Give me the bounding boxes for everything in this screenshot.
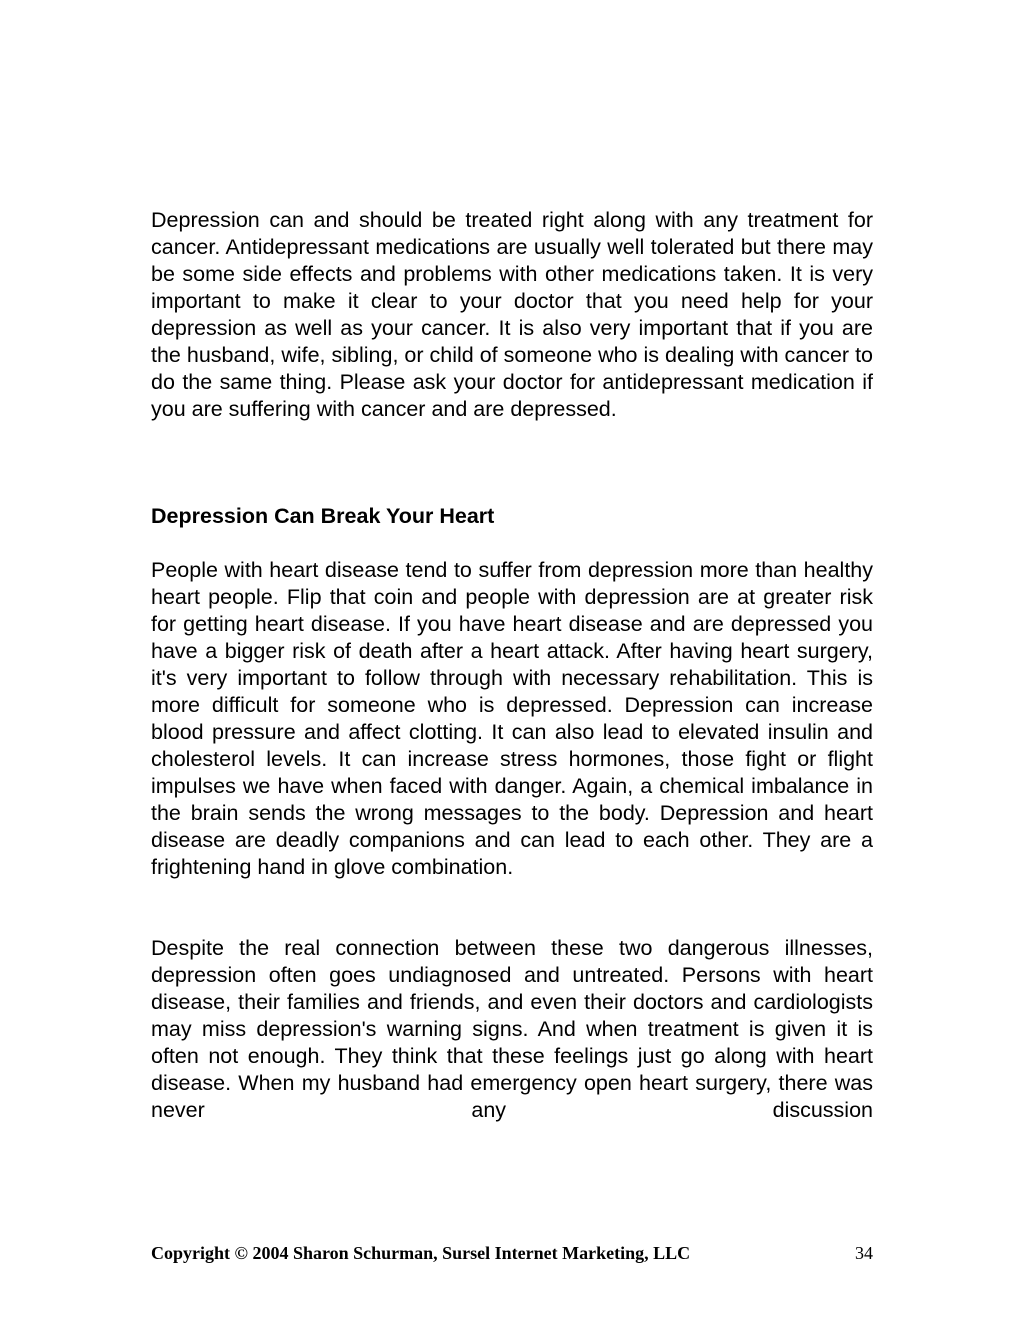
page-footer [151, 1241, 873, 1265]
paragraph-heart-disease: People with heart disease tend to suffer from depression more than healthy heart people. Flip that coin and people with depression are at greater risk for getting heart disease. If you have heart disease and are depressed you have a bigger risk of death after a heart attack. After having heart surgery, it's very important to follow through with necessary rehabilitation. This is more difficult for someone who is depressed. Depression can increase blood pressure and affect clotting. It can also lead to elevated insulin and cholesterol levels. It can increase stress hormones, those fight or flight impulses we have when faced with danger. Again, a chemical imbalance in the brain sends the wrong messages to the body. Depression and heart disease are deadly companions and can lead to each other. They are a frightening hand in glove combination. [151, 558, 873, 879]
paragraph-undiagnosed: Despite the real connection between these two dangerous illnesses, depression often goes undiagnosed and untreated. Persons with heart disease, their families and friends, and even their doctors and cardiologists may miss depression's warning signs. And when treatment is given it is often not enough. They think that these feelings just go along with heart disease. When my husband had emergency open heart surgery, there was never any discussion [151, 936, 873, 1122]
document-body [151, 207, 873, 1124]
page-number: 34 [855, 1243, 873, 1263]
section-heading: Depression Can Break Your Heart [151, 504, 495, 528]
paragraph-cancer-depression: Depression can and should be treated right along with any treatment for cancer. Antidepressant medications are usually well tolerated but there may be some side effects and problems with other medications taken. It is very important to make it clear to your doctor that you need help for your depression as well as your cancer. It is also very important that if you are the husband, wife, sibling, or child of someone who is dealing with cancer to do the same thing. Please ask your doctor for antidepressant medication if you are suffering with cancer and are depressed. [151, 208, 873, 421]
copyright-notice: Copyright © 2004 Sharon Schurman, Sursel Internet Marketing, LLC [151, 1243, 691, 1263]
